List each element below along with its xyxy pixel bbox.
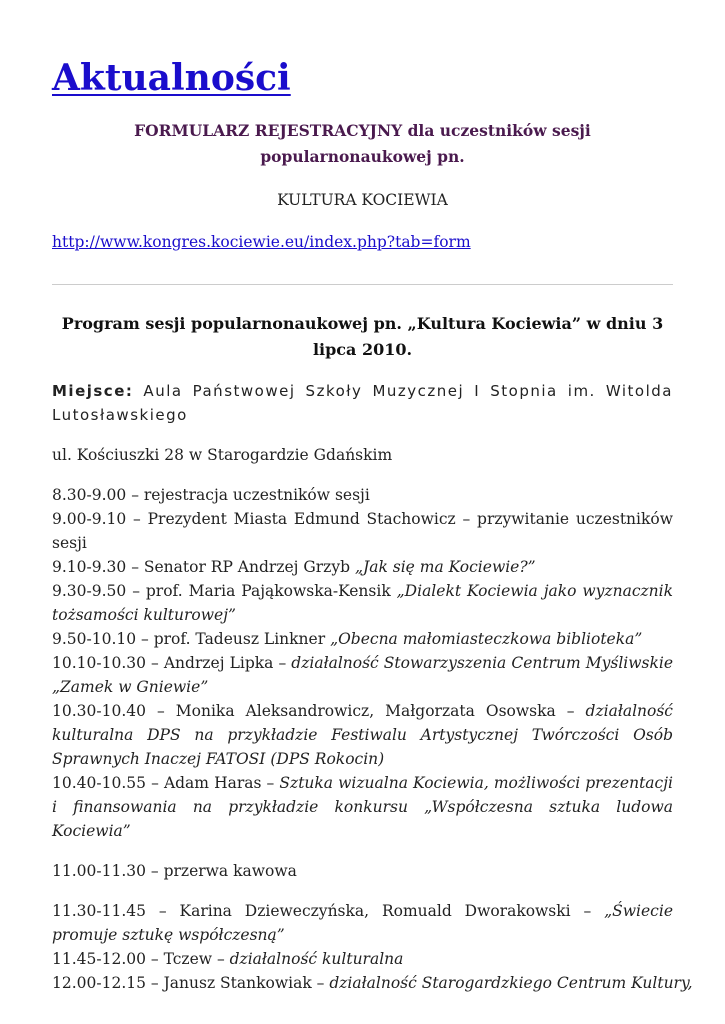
- schedule-item: [52, 486, 370, 504]
- schedule-time: 10.10-10.30: [52, 654, 146, 672]
- place-label: Miejsce:: [52, 382, 134, 400]
- schedule-title: działalność kulturalna: [229, 950, 404, 968]
- schedule-block-1: [52, 483, 673, 843]
- program-heading: Program sesji popularnonaukowej pn. „Kultura Kociewia” w dniu 3 lipca 2010.: [61, 314, 664, 359]
- schedule-text: – Adam Haras –: [145, 774, 280, 792]
- schedule-text: – Prezydent Miasta Edmund Stachowicz – przywitanie uczestników sesji: [52, 510, 673, 552]
- schedule-time: 8.30-9.00: [52, 486, 127, 504]
- registration-link-paragraph: [52, 230, 673, 254]
- schedule-time: 12.00-12.15: [52, 974, 146, 992]
- schedule-item: [52, 630, 642, 648]
- address-paragraph: ul. Kościuszki 28 w Starogardzie Gdańskim: [52, 446, 393, 464]
- registration-subtitle: KULTURA KOCIEWIA: [277, 191, 448, 209]
- schedule-item: [52, 558, 536, 576]
- schedule-time: 9.10-9.30: [52, 558, 127, 576]
- schedule-item: [52, 774, 673, 840]
- schedule-time: 10.40-10.55: [52, 774, 146, 792]
- schedule-item: [52, 974, 693, 992]
- schedule-text: – Andrzej Lipka –: [145, 654, 292, 672]
- schedule-item: [52, 950, 403, 968]
- schedule-time: 9.00-9.10: [52, 510, 127, 528]
- schedule-time: 10.30-10.40: [52, 702, 146, 720]
- schedule-text: – Senator RP Andrzej Grzyb: [126, 558, 355, 576]
- schedule-time: 11.45-12.00: [52, 950, 146, 968]
- registration-heading: FORMULARZ REJESTRACYJNY dla uczestników sesji popularnonaukowej pn.: [134, 121, 591, 166]
- schedule-text: – Karina Dzieweczyńska, Romuald Dworakowski –: [145, 902, 605, 920]
- schedule-time: 11.30-11.45: [52, 902, 146, 920]
- schedule-title: działalność kulturalna DPS na przykładzie Festiwalu Artystycznej Twórczości Osób Sprawnych Inaczej FATOSI (DPS Rokocin): [52, 702, 673, 768]
- schedule-title: „Jak się ma Kociewie?”: [354, 558, 536, 576]
- schedule-title: „Dialekt Kociewia jako wyznacznik tożsamości kulturowej”: [52, 582, 674, 624]
- section-divider: [52, 284, 673, 285]
- schedule-title: Sztuka wizualna Kociewia, możliwości prezentacji i finansowania na przykładzie konkursu „Współczesna sztuka ludowa Kociewia”: [52, 774, 673, 840]
- schedule-title: działalność Starogardzkiego Centrum Kultury,: [329, 974, 693, 992]
- schedule-text: – prof. Tadeusz Linkner: [136, 630, 331, 648]
- coffee-break: 11.00-11.30 – przerwa kawowa: [52, 862, 297, 880]
- schedule-block-2: [52, 899, 693, 995]
- schedule-item: [52, 510, 673, 552]
- schedule-text: – Monika Aleksandrowicz, Małgorzata Osowska –: [145, 702, 586, 720]
- schedule-item: [52, 902, 673, 944]
- schedule-text: – prof. Maria Pająkowska-Kensik: [126, 582, 397, 600]
- place-value: Aula Państwowej Szkoły Muzycznej I Stopnia im. Witolda Lutosławskiego: [52, 382, 673, 424]
- schedule-time: 9.30-9.50: [52, 582, 127, 600]
- schedule-item: [52, 702, 673, 768]
- place-paragraph: [52, 379, 673, 427]
- schedule-item: [52, 654, 673, 696]
- schedule-title: „Świecie promuje sztukę współczesną”: [52, 902, 673, 944]
- schedule-item: [52, 582, 673, 624]
- schedule-time: 9.50-10.10: [52, 630, 137, 648]
- schedule-text: – Janusz Stankowiak –: [145, 974, 330, 992]
- registration-form-link[interactable]: http://www.kongres.kociewie.eu/index.php?tab=form: [52, 233, 471, 251]
- schedule-title: działalność Stowarzyszenia Centrum Myśliwskie „Zamek w Gniewie”: [52, 654, 674, 696]
- page-title-link[interactable]: Aktualności: [52, 57, 291, 99]
- schedule-text: – rejestracja uczestników sesji: [126, 486, 370, 504]
- schedule-title: „Obecna małomiasteczkowa biblioteka”: [330, 630, 643, 648]
- schedule-text: – Tczew –: [145, 950, 230, 968]
- article-content: [52, 118, 693, 995]
